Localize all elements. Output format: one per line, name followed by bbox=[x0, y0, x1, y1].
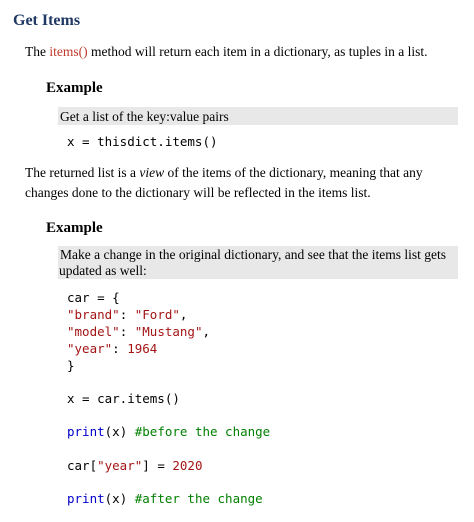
code-number: 1964 bbox=[127, 341, 158, 356]
code-end: , bbox=[179, 307, 188, 322]
code-function: print bbox=[67, 424, 105, 439]
code-line: x = thisdict.items() bbox=[67, 134, 218, 149]
code-comment: #after the change bbox=[134, 491, 263, 506]
code-line-close bbox=[67, 357, 75, 374]
code-args: (x) bbox=[104, 424, 135, 439]
code-text: ] = bbox=[142, 458, 173, 473]
explanation-post: of the items of the dictionary, meaning that any bbox=[164, 165, 423, 180]
code-line-brand bbox=[67, 306, 187, 323]
code-line-assign-year bbox=[67, 457, 202, 474]
code-line-car-open bbox=[67, 289, 120, 306]
intro-post: method will return each item in a dictionary, as tuples in a list. bbox=[87, 44, 428, 59]
code-block-1 bbox=[67, 133, 218, 150]
code-args: (x) bbox=[104, 491, 135, 506]
code-sep: : bbox=[119, 324, 135, 339]
code-comment: #before the change bbox=[134, 424, 271, 439]
example-description-2-line-1: Make a change in the original dictionary, and see that the items list gets bbox=[60, 247, 447, 262]
example-heading-2: Example bbox=[46, 220, 103, 236]
code-text: car = { bbox=[67, 290, 120, 305]
code-line-print-after bbox=[67, 490, 263, 507]
section-title: Get Items bbox=[13, 12, 81, 29]
code-end: , bbox=[202, 324, 211, 339]
explanation-line-1 bbox=[25, 163, 423, 183]
code-number: 2020 bbox=[172, 458, 203, 473]
code-text: car[ bbox=[67, 458, 98, 473]
code-value: "Ford" bbox=[134, 307, 180, 322]
code-sep: : bbox=[112, 341, 128, 356]
code-key: "model" bbox=[67, 324, 120, 339]
code-line-items bbox=[67, 390, 180, 407]
code-value: "Mustang" bbox=[134, 324, 203, 339]
explanation-emphasis: view bbox=[139, 165, 165, 180]
intro-paragraph bbox=[25, 42, 428, 62]
example-heading-1: Example bbox=[46, 80, 103, 96]
intro-pre: The bbox=[25, 44, 50, 59]
code-function: print bbox=[67, 491, 105, 506]
explanation-pre: The returned list is a bbox=[25, 165, 140, 180]
example-description-bar-2 bbox=[58, 246, 458, 279]
method-name-link[interactable]: items() bbox=[49, 44, 88, 59]
explanation-line-2: changes done to the dictionary will be reflected in the items list. bbox=[25, 185, 371, 200]
code-sep: : bbox=[119, 307, 135, 322]
example-description-bar-1 bbox=[58, 107, 458, 125]
example-description-1: Get a list of the key:value pairs bbox=[60, 109, 229, 124]
code-text: } bbox=[67, 358, 75, 373]
code-key: "year" bbox=[67, 341, 113, 356]
code-text: x = car.items() bbox=[67, 391, 180, 406]
code-line-print-before bbox=[67, 423, 270, 440]
code-line-model bbox=[67, 323, 210, 340]
code-line-year bbox=[67, 340, 157, 357]
example-description-2-line-2: updated as well: bbox=[59, 263, 147, 278]
code-key: "year" bbox=[97, 458, 143, 473]
code-key: "brand" bbox=[67, 307, 120, 322]
